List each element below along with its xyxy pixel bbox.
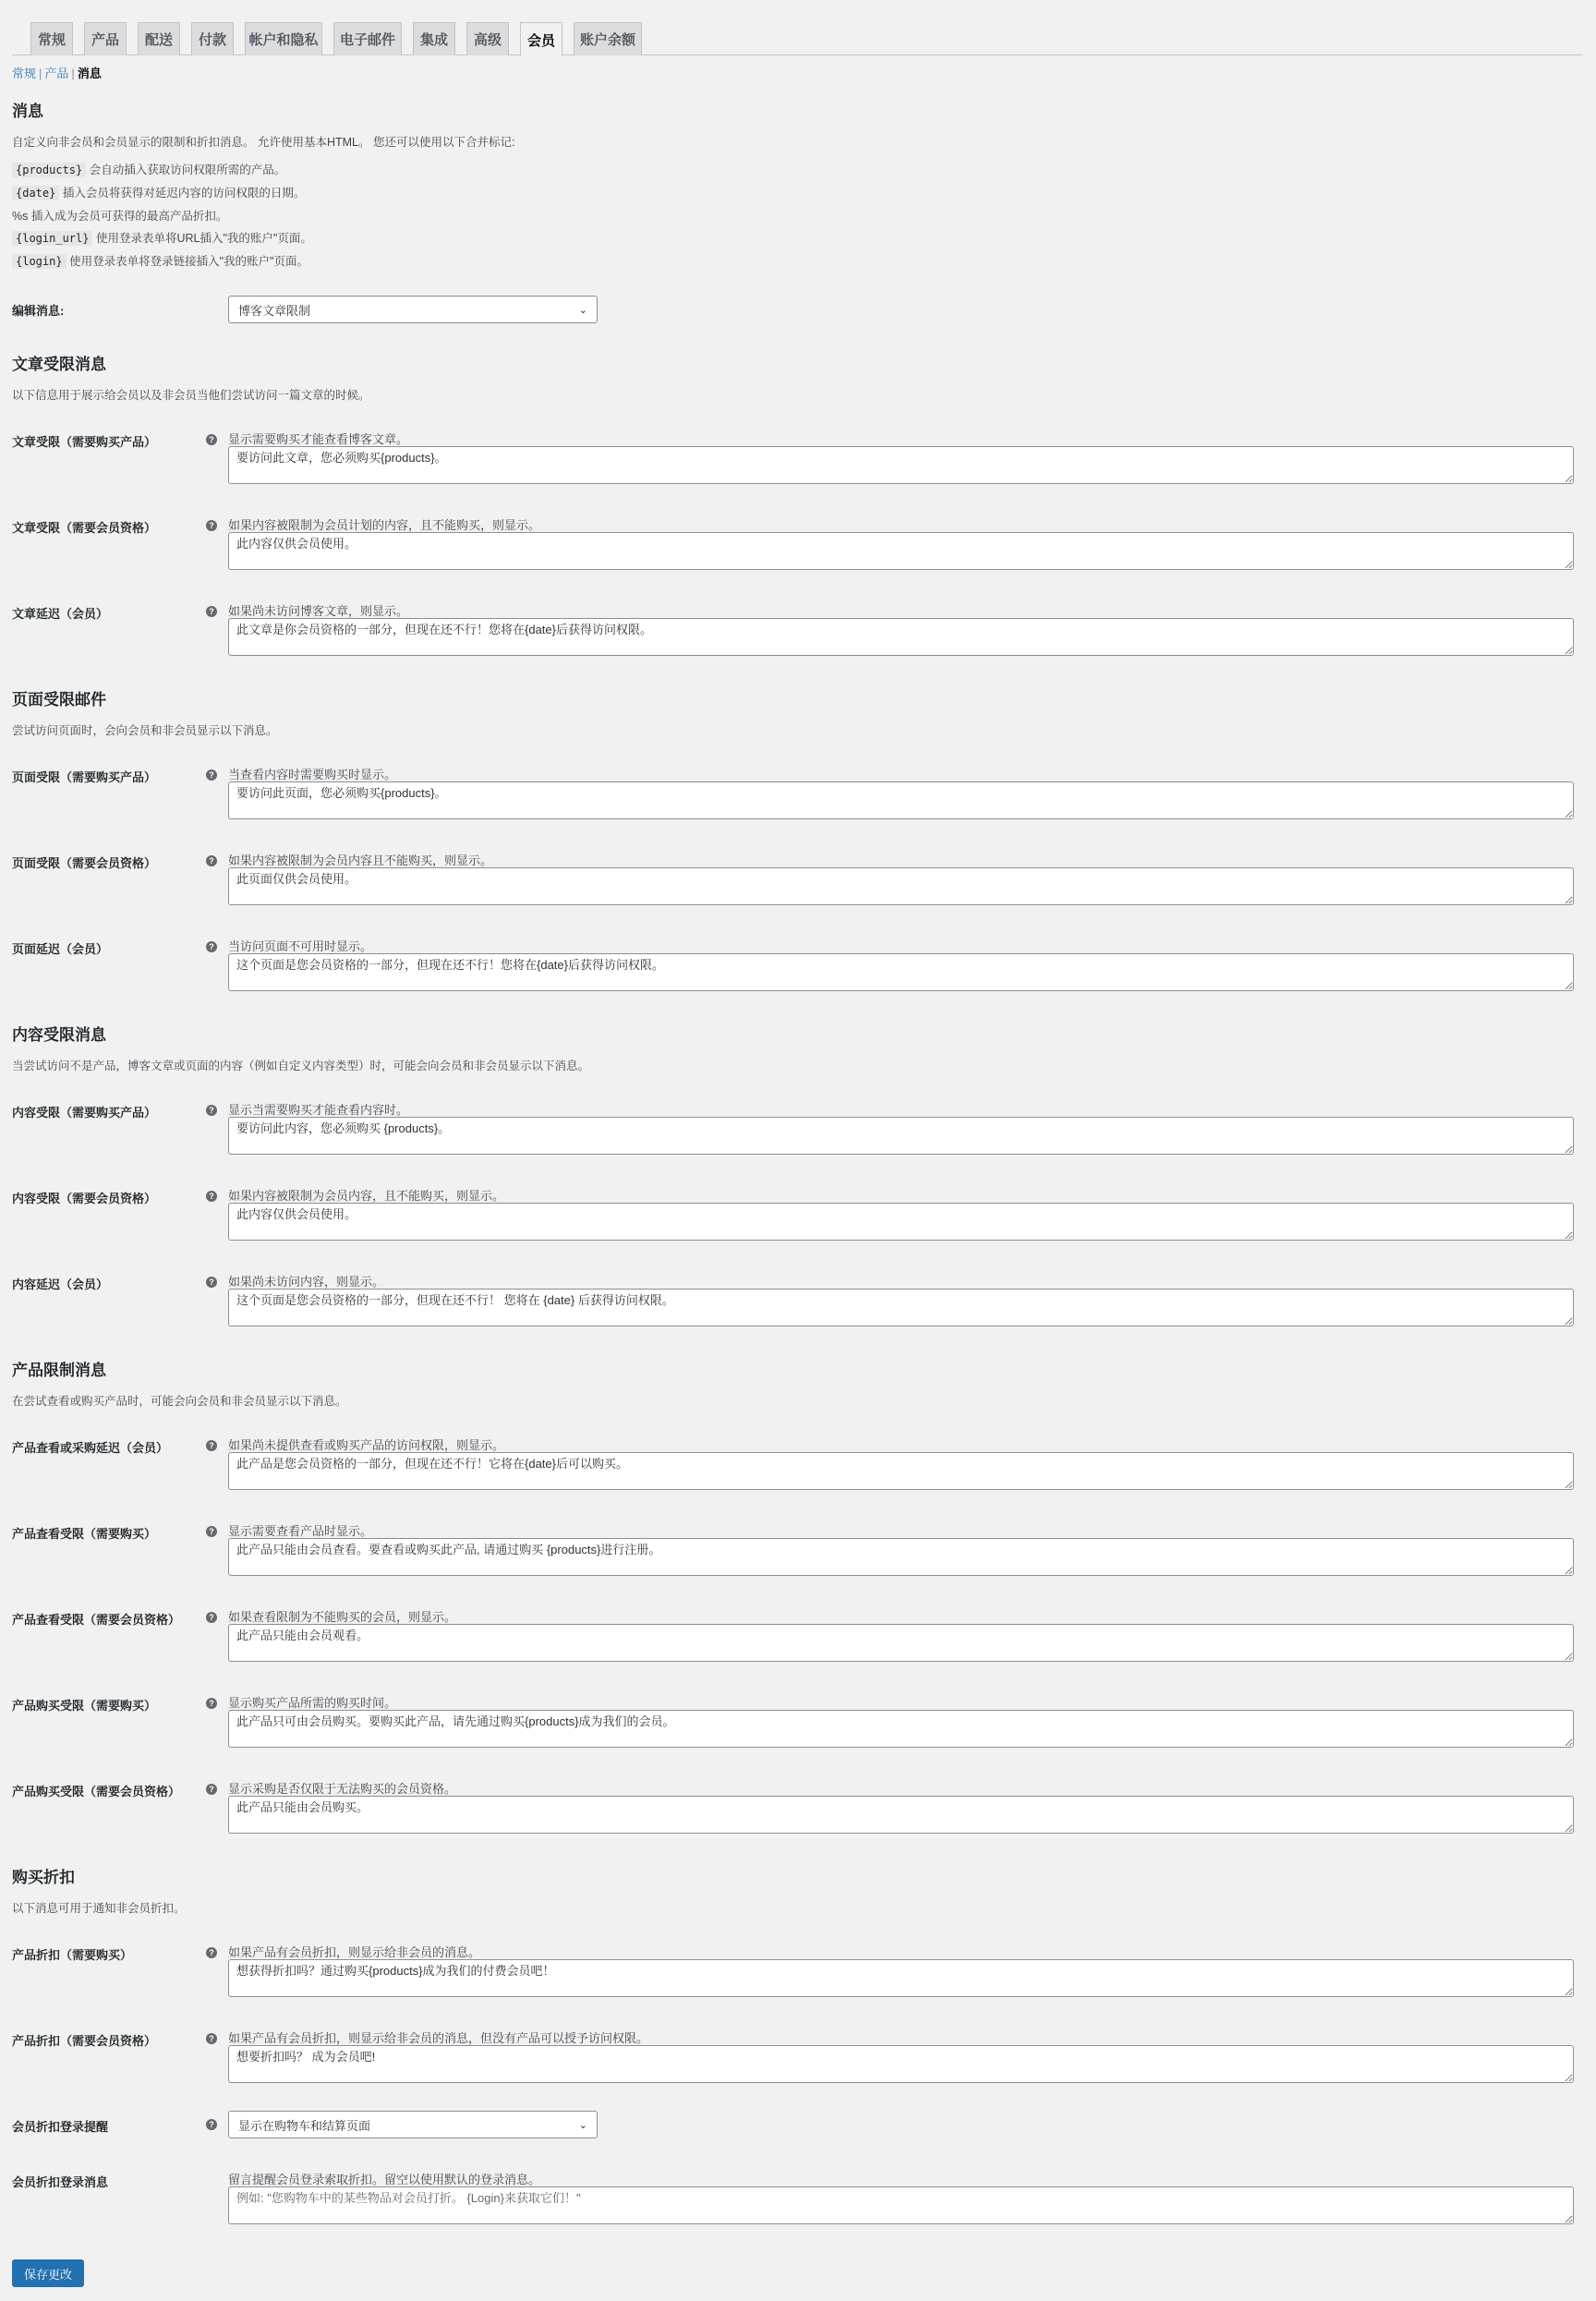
product-discount-purchase-label: 产品折扣（需要购买）	[12, 1948, 133, 1962]
help-icon[interactable]: ?	[206, 941, 217, 952]
page-restricted-membership-label: 页面受限（需要会员资格）	[12, 856, 157, 870]
page-section-heading: 页面受限邮件	[12, 691, 106, 708]
help-icon[interactable]: ?	[206, 1698, 217, 1709]
discount-login-reminder-select[interactable]	[228, 2111, 598, 2138]
chevron-down-icon: ⌄	[578, 304, 587, 316]
discount-section-heading: 购买折扣	[12, 1869, 75, 1886]
product-buy-restricted-membership-label: 产品购买受限（需要会员资格）	[12, 1785, 181, 1798]
sub-navigation	[12, 64, 102, 81]
product-view-restricted-membership-textarea[interactable]	[228, 1624, 1574, 1662]
product-discount-membership-textarea[interactable]	[228, 2045, 1574, 2083]
post-restricted-purchase-hint: 显示需要购买才能查看博客文章。	[228, 432, 409, 446]
content-restricted-membership-textarea[interactable]	[228, 1203, 1574, 1241]
product-section-heading: 产品限制消息	[12, 1362, 106, 1379]
discount-login-message-hint: 留言提醒会员登录索取折扣。留空以使用默认的登录消息。	[228, 2173, 541, 2186]
product-discount-membership-hint: 如果产品有会员折扣，则显示给非会员的消息，但没有产品可以授予访问权限。	[228, 2031, 649, 2045]
merge-tag-text: 使用登录表单将URL插入"我的账户"页面。	[95, 232, 312, 245]
post-delayed-hint: 如果尚未访问博客文章，则显示。	[228, 604, 409, 618]
page-restricted-purchase-hint: 当查看内容时需要购买时显示。	[228, 768, 397, 781]
content-restricted-purchase-hint: 显示当需要购买才能查看内容时。	[228, 1103, 409, 1117]
product-discount-purchase-hint: 如果产品有会员折扣，则显示给非会员的消息。	[228, 1945, 481, 1959]
product-buy-restricted-purchase-label: 产品购买受限（需要购买）	[12, 1699, 157, 1713]
discount-section-description: 以下消息可用于通知非会员折扣。	[12, 1902, 186, 1915]
tab-integration[interactable]: 集成	[413, 22, 455, 55]
tab-accounts-privacy[interactable]: 帐户和隐私	[245, 22, 322, 55]
tab-general[interactable]: 常规	[30, 22, 73, 55]
tab-emails[interactable]: 电子邮件	[333, 22, 402, 55]
post-restricted-membership-label: 文章受限（需要会员资格）	[12, 521, 157, 535]
content-restricted-purchase-label: 内容受限（需要购买产品）	[12, 1106, 157, 1120]
help-icon[interactable]: ?	[206, 855, 217, 866]
content-section-heading: 内容受限消息	[12, 1026, 106, 1044]
save-changes-button[interactable]: 保存更改	[12, 2259, 84, 2287]
merge-tag-text: 会自动插入获取访问权限所需的产品。	[89, 163, 286, 176]
product-buy-restricted-membership-hint: 显示采购是否仅限于无法购买的会员资格。	[228, 1782, 457, 1796]
messages-heading: 消息	[12, 103, 43, 120]
tab-account-balance[interactable]: 账户余额	[574, 22, 642, 55]
content-restricted-purchase-textarea[interactable]	[228, 1117, 1574, 1155]
help-icon[interactable]: ?	[206, 1612, 217, 1623]
post-section-description: 以下信息用于展示给会员以及非会员当他们尝试访问一篇文章的时候。	[12, 389, 370, 402]
product-buy-restricted-purchase-textarea[interactable]	[228, 1710, 1574, 1748]
sublink-messages-current: 消息	[77, 67, 102, 80]
sublink-separator: |	[39, 67, 42, 80]
discount-login-reminder-value: 显示在购物车和结算页面	[238, 2118, 371, 2133]
page-delayed-hint: 当访问页面不可用时显示。	[228, 939, 373, 953]
edit-message-value: 博客文章限制	[238, 303, 311, 318]
page-restricted-membership-hint: 如果内容被限制为会员内容且不能购买，则显示。	[228, 854, 493, 867]
page-restricted-purchase-label: 页面受限（需要购买产品）	[12, 770, 157, 784]
product-view-restricted-purchase-textarea[interactable]	[228, 1538, 1574, 1576]
help-icon[interactable]: ?	[206, 2033, 217, 2044]
help-icon[interactable]: ?	[206, 1784, 217, 1795]
post-restricted-membership-textarea[interactable]	[228, 532, 1574, 570]
help-icon[interactable]: ?	[206, 1277, 217, 1288]
post-delayed-textarea[interactable]	[228, 618, 1574, 656]
product-view-restricted-membership-label: 产品查看受限（需要会员资格）	[12, 1613, 181, 1627]
help-icon[interactable]: ?	[206, 1105, 217, 1116]
help-icon[interactable]: ?	[206, 606, 217, 617]
product-buy-restricted-membership-textarea[interactable]	[228, 1796, 1574, 1834]
page-section-description: 尝试访问页面时，会向会员和非会员显示以下消息。	[12, 724, 278, 737]
help-icon[interactable]: ?	[206, 1191, 217, 1202]
product-section-description: 在尝试查看或购买产品时，可能会向会员和非会员显示以下消息。	[12, 1395, 347, 1408]
merge-tag-text: %s 插入成为会员可获得的最高产品折扣。	[12, 210, 228, 223]
messages-description: 自定义向非会员和会员显示的限制和折扣消息。 允许使用基本HTML。 您还可以使用以下合并标记:	[12, 136, 515, 149]
edit-message-label: 编辑消息:	[12, 304, 65, 318]
merge-tag-text: 使用登录表单将登录链接插入"我的账户"页面。	[69, 255, 308, 268]
page-delayed-label: 页面延迟（会员）	[12, 942, 109, 956]
merge-tag-discount	[12, 207, 227, 224]
product-buy-restricted-purchase-hint: 显示购买产品所需的购买时间。	[228, 1696, 397, 1710]
content-section-description: 当尝试访问不是产品，博客文章或页面的内容（例如自定义内容类型）时，可能会向会员和非会员显示以下消息。	[12, 1060, 590, 1072]
product-delayed-textarea[interactable]	[228, 1452, 1574, 1490]
product-delayed-hint: 如果尚未提供查看或购买产品的访问权限，则显示。	[228, 1438, 505, 1452]
chevron-down-icon: ⌄	[578, 2119, 587, 2131]
merge-tag-code: {login}	[12, 254, 66, 269]
product-discount-purchase-textarea[interactable]	[228, 1959, 1574, 1997]
sublink-products[interactable]: 产品	[44, 67, 69, 80]
content-restricted-membership-hint: 如果内容被限制为会员内容，且不能购买，则显示。	[228, 1189, 505, 1203]
merge-tag-products	[12, 161, 285, 177]
edit-message-select[interactable]	[228, 296, 598, 323]
content-delayed-hint: 如果尚未访问内容，则显示。	[228, 1275, 385, 1289]
merge-tag-code: {date}	[12, 186, 59, 200]
post-delayed-label: 文章延迟（会员）	[12, 607, 109, 621]
product-delayed-label: 产品查看或采购延迟（会员）	[12, 1441, 169, 1455]
tab-shipping[interactable]: 配送	[138, 22, 180, 55]
post-restricted-purchase-label: 文章受限（需要购买产品）	[12, 435, 157, 449]
merge-tag-code: {products}	[12, 163, 86, 177]
product-view-restricted-membership-hint: 如果查看限制为不能购买的会员，则显示。	[228, 1610, 457, 1624]
merge-tag-code: {login_url}	[12, 231, 92, 246]
post-restricted-purchase-textarea[interactable]	[228, 446, 1574, 484]
product-view-restricted-purchase-hint: 显示需要查看产品时显示。	[228, 1524, 373, 1538]
tab-advanced[interactable]: 高级	[466, 22, 509, 55]
tab-products[interactable]: 产品	[84, 22, 127, 55]
sublink-general[interactable]: 常规	[12, 67, 37, 80]
help-icon[interactable]: ?	[206, 520, 217, 531]
page-restricted-membership-textarea[interactable]	[228, 867, 1574, 905]
help-icon[interactable]: ?	[206, 2119, 217, 2130]
content-delayed-label: 内容延迟（会员）	[12, 1278, 109, 1291]
product-discount-membership-label: 产品折扣（需要会员资格）	[12, 2034, 157, 2048]
merge-tag-login-url	[12, 229, 312, 246]
help-icon[interactable]: ?	[206, 1440, 217, 1451]
page-restricted-purchase-textarea[interactable]	[228, 781, 1574, 819]
settings-tabs	[12, 0, 1583, 55]
help-icon[interactable]: ?	[206, 769, 217, 781]
sublink-separator: |	[71, 67, 75, 80]
discount-login-message-textarea[interactable]	[228, 2186, 1574, 2224]
tab-memberships[interactable]: 会员	[520, 22, 562, 56]
merge-tag-date	[12, 184, 305, 200]
merge-tag-login	[12, 252, 308, 269]
post-section-heading: 文章受限消息	[12, 356, 106, 373]
page-delayed-textarea[interactable]	[228, 953, 1574, 991]
discount-login-reminder-label: 会员折扣登录提醒	[12, 2120, 109, 2134]
help-icon[interactable]: ?	[206, 1947, 217, 1958]
product-view-restricted-purchase-label: 产品查看受限（需要购买）	[12, 1527, 157, 1541]
help-icon[interactable]: ?	[206, 434, 217, 445]
discount-login-message-label: 会员折扣登录消息	[12, 2175, 109, 2189]
help-icon[interactable]: ?	[206, 1526, 217, 1537]
tab-payments[interactable]: 付款	[191, 22, 234, 55]
post-restricted-membership-hint: 如果内容被限制为会员计划的内容，且不能购买，则显示。	[228, 518, 541, 532]
content-restricted-membership-label: 内容受限（需要会员资格）	[12, 1192, 157, 1205]
content-delayed-textarea[interactable]	[228, 1289, 1574, 1326]
merge-tag-text: 插入会员将获得对延迟内容的访问权限的日期。	[62, 187, 306, 200]
